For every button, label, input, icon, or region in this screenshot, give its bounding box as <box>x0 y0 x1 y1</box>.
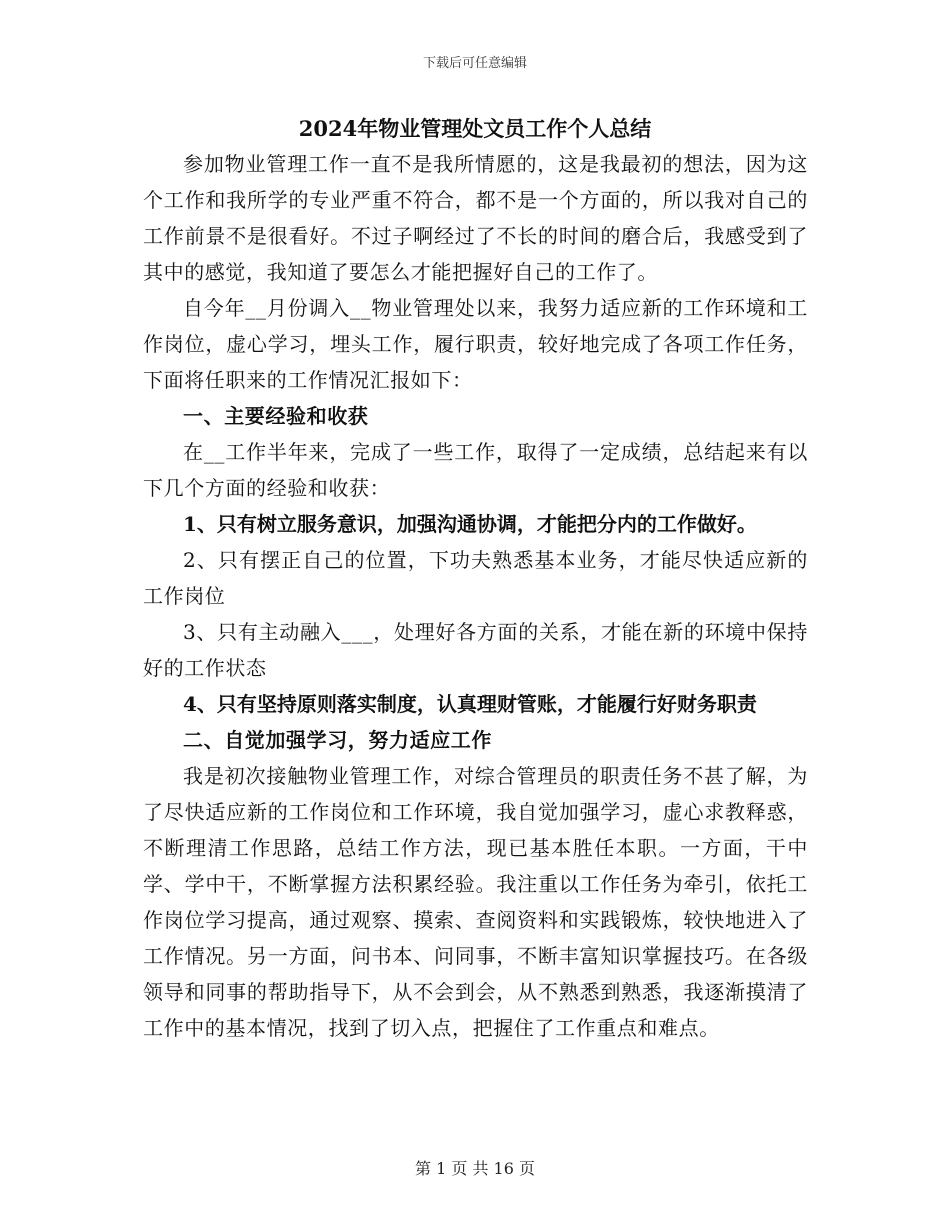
list-item-4: 4、只有坚持原则落实制度，认真理财管账，才能履行好财务职责 <box>183 692 757 716</box>
section-heading-2: 二、自觉加强学习，努力适应工作 <box>183 728 492 752</box>
paragraph-transfer: 自今年__月份调入__物业管理处以来，我努力适应新的工作环境和工作岗位，虚心学习，埋头工作，履行职责，较好地完成了各项工作任务，下面将任职来的工作情况汇报如下： <box>143 296 808 392</box>
page-header-note: 下载后可任意编辑 <box>422 56 527 71</box>
document-title: 2024年物业管理处文员工作个人总结 <box>298 116 652 141</box>
page-number: 第 1 页 共 16 页 <box>415 1159 535 1178</box>
list-item-2: 2、只有摆正自己的位置，下功夫熟悉基本业务，才能尽快适应新的工作岗位 <box>143 548 808 608</box>
paragraph-intro: 参加物业管理工作一直不是我所情愿的，这是我最初的想法，因为这个工作和我所学的专业严重不符合，都不是一个方面的，所以我对自己的工作前景不是很看好。不过子啊经过了不长的时间的磨合后，我感受到了其中的感觉，我知道了要怎么才能把握好自己的工作了。 <box>143 152 808 284</box>
document-body <box>143 146 808 1046</box>
paragraph-half-year: 在__工作半年来，完成了一些工作，取得了一定成绩，总结起来有以下几个方面的经验和收获： <box>143 440 808 500</box>
list-item-1: 1、只有树立服务意识，加强沟通协调，才能把分内的工作做好。 <box>183 512 757 536</box>
list-item-3: 3、只有主动融入___，处理好各方面的关系，才能在新的环境中保持好的工作状态 <box>143 620 808 680</box>
section-heading-1: 一、主要经验和收获 <box>183 404 369 428</box>
paragraph-learning: 我是初次接触物业管理工作，对综合管理员的职责任务不甚了解，为了尽快适应新的工作岗位和工作环境，我自觉加强学习，虚心求教释惑，不断理清工作思路，总结工作方法，现已基本胜任本职。一方面，干中学、学中干，不断掌握方法积累经验。我注重以工作任务为牵引，依托工作岗位学习提高，通过观察、摸索、查阅资料和实践锻炼，较快地进入了工作情况。另一方面，问书本、问同事，不断丰富知识掌握技巧。在各级领导和同事的帮助指导下，从不会到会，从不熟悉到熟悉，我逐渐摸清了工作中的基本情况，找到了切入点，把握住了工作重点和难点。 <box>143 764 808 1040</box>
